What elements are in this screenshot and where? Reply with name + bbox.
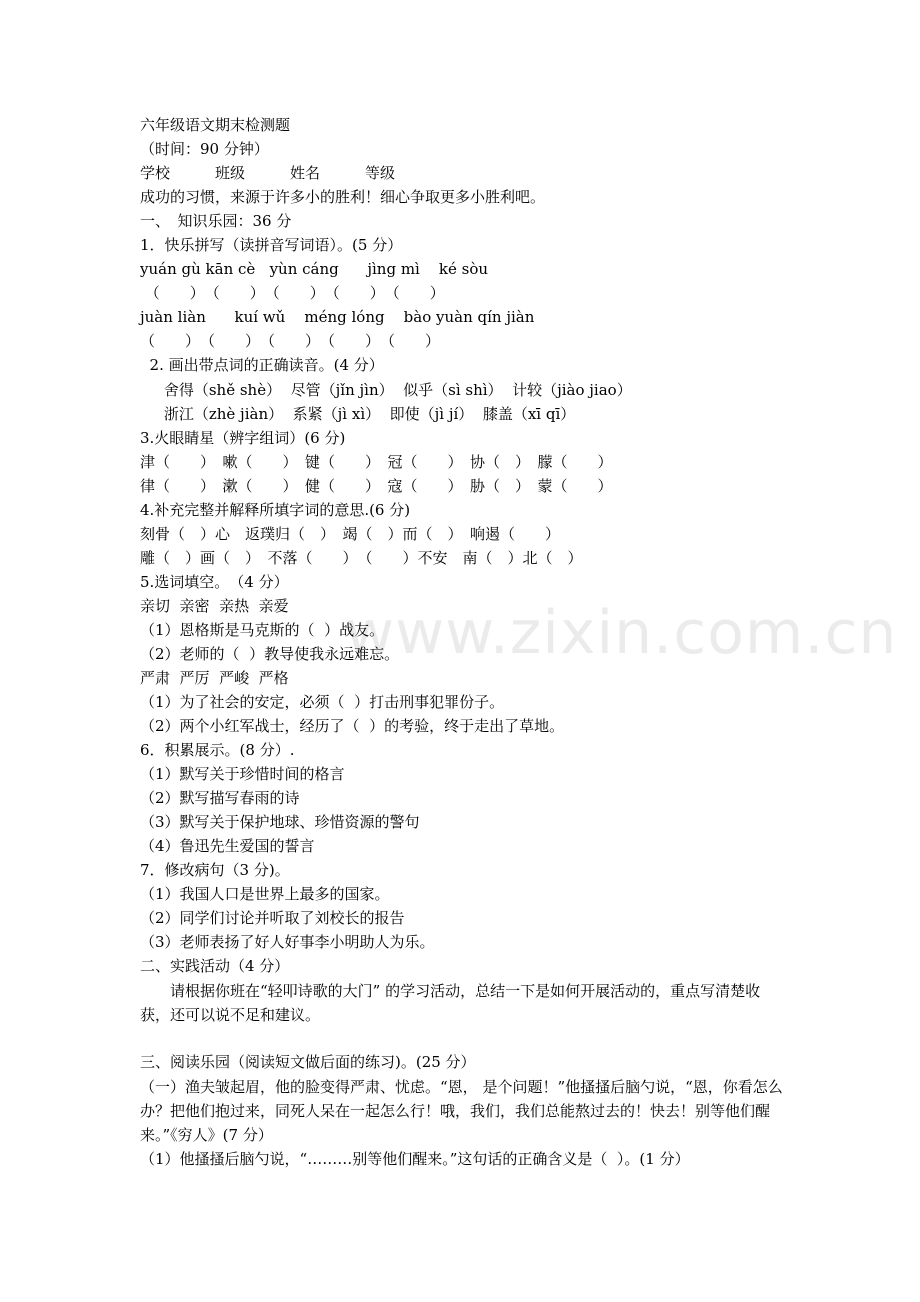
q2-row-2: 浙江（zhè jiàn） 系紧（jì xì） 即使（jì jí） 膝盖（xī qī） (140, 405, 576, 423)
section-3-heading: 三、阅读乐园（阅读短文做后面的练习)。(25 分） (140, 1053, 476, 1071)
q3-row-1[interactable]: 津（ ） 嗽（ ） 键（ ） 冠（ ） 协（ ） 朦（ ） (140, 453, 613, 471)
q5-sentence-3[interactable]: （1）为了社会的安定，必须（ ）打击刑事犯罪份子。 (140, 693, 505, 711)
q5-sentence-2[interactable]: （2）老师的（ ）教导使我永远难忘。 (140, 645, 400, 663)
q4-row-2[interactable]: 雕（ ）画（ ） 不落（ ） （ ）不安 南（ ）北（ ） (140, 549, 583, 567)
section-2-body: 请根据你班在“轻叩诗歌的大门” 的学习活动，总结一下是如何开展活动的，重点写清楚收获，还可以说不足和建议。 (140, 982, 761, 1024)
student-fields: 学校 班级 姓名 等级 (140, 164, 396, 182)
watermark: www.zixin.com.cn (345, 598, 898, 668)
q4-row-1[interactable]: 刻骨（ ）心 返璞归（ ） 竭（ ）而（ ） 响遏（ ） (140, 525, 561, 543)
q7-item-2: （2）同学们讨论并听取了刘校长的报告 (140, 909, 405, 927)
q1-pinyin-row-2: juàn liàn kuí wǔ méng lóng bào yuàn qín jiàn (140, 308, 535, 326)
question-3: 3.火眼睛星（辨字组词）(6 分) (140, 429, 346, 447)
question-6: 6．积累展示。(8 分）. (140, 741, 295, 759)
q1-pinyin-row-1: yuán gù kān cè yùn cáng jìng mì ké sòu (140, 260, 489, 278)
reading-passage: （一）渔夫皱起眉，他的脸变得严肃、忧虑。“恩， 是个问题！”他搔搔后脑勺说，“恩，你看怎么办？把他们抱过来，同死人呆在一起怎么行！哦，我们，我们总能熬过去的！快去！别等他们醒来。”《穷人》(7 分） (140, 1078, 783, 1144)
section-2-heading: 二、实践活动（4 分） (140, 957, 290, 975)
q6-item-4: （4）鲁迅先生爱国的誓言 (140, 837, 315, 855)
q6-item-1: （1）默写关于珍惜时间的格言 (140, 765, 345, 783)
time-limit: （时间：90 分钟） (140, 140, 269, 158)
q6-item-3: （3）默写关于保护地球、珍惜资源的警句 (140, 813, 420, 831)
q7-item-3: （3）老师表扬了好人好事李小明助人为乐。 (140, 933, 435, 951)
q1-blank-row-2[interactable]: （ ） （ ） （ ） （ ） （ ） (140, 332, 441, 350)
question-1: 1．快乐拼写（读拼音写词语）。(5 分） (140, 236, 403, 254)
q5-word-choices-1: 亲切 亲密 亲热 亲爱 (140, 597, 289, 615)
question-7: 7．修改病句（3 分)。 (140, 861, 290, 879)
q1-blank-row-1[interactable]: （ ） （ ） （ ） （ ） （ ） (140, 284, 445, 302)
question-4: 4.补充完整并解释所填字词的意思.(6 分) (140, 501, 411, 519)
q3-row-2[interactable]: 律（ ） 漱（ ） 健（ ） 寇（ ） 胁（ ） 蒙（ ） (140, 477, 613, 495)
reading-question-1: （1）他搔搔后脑勺说，“………别等他们醒来。”这句话的正确含义是（ ）。(1 分） (140, 1150, 690, 1168)
q5-sentence-1[interactable]: （1）恩格斯是马克斯的（ ）战友。 (140, 621, 385, 639)
q7-item-1: （1）我国人口是世界上最多的国家。 (140, 885, 390, 903)
doc-title: 六年级语文期末检测题 (140, 116, 291, 134)
q5-word-choices-2: 严肃 严厉 严峻 严格 (140, 669, 289, 687)
q2-row-1: 舍得（shě shè） 尽管（jǐn jìn） 似乎（sì shì） 计较（jiào jiao） (140, 381, 632, 399)
question-2: 2. 画出带点词的正确读音。(4 分） (140, 356, 384, 374)
q6-item-2: （2）默写描写春雨的诗 (140, 789, 300, 807)
section-1-heading: 一、 知识乐园：36 分 (140, 212, 292, 230)
motto: 成功的习惯，来源于许多小的胜利！细心争取更多小胜利吧。 (140, 188, 546, 206)
question-5: 5.选词填空。 （4 分） (140, 573, 289, 591)
q5-sentence-4[interactable]: （2）两个小红军战士，经历了（ ）的考验，终于走出了草地。 (140, 717, 565, 735)
